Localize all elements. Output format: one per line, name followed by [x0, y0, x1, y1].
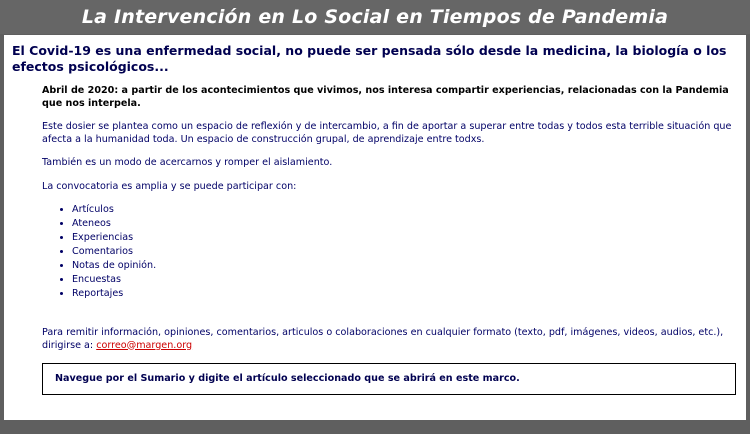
participation-list	[42, 204, 738, 300]
contact-paragraph	[42, 327, 738, 352]
lead-heading: El Covid-19 es una enfermedad social, no puede ser pensada sólo desde la medicina, la biología o los efectos psicológicos...	[12, 43, 727, 74]
paragraph-isolation: También es un modo de acercarnos y romper el aislamiento.	[42, 157, 333, 168]
navigation-note: Navegue por el Sumario y digite el artículo seleccionado que se abrirá en este marco.	[55, 372, 520, 384]
list-item: • Ateneos	[72, 218, 738, 230]
paragraph-dossier: Este dosier se plantea como un espacio de reflexión y de intercambio, a fin de aportar a superar entre todas y todos esta terrible situación que afecta a la humanidad toda. Un espacio de construcción grupal, de aprendizaje entre todxs.	[42, 121, 732, 145]
list-item: • Experiencias	[72, 232, 738, 244]
list-item: • Artículos	[72, 204, 738, 216]
list-item: • Comentarios	[72, 246, 738, 258]
date-intro: Abril de 2020: a partir de los acontecimientos que vivimos, nos interesa compartir experiencias, relacionadas con la Pandemia que nos interpela.	[42, 85, 729, 109]
list-item: • Reportajes	[72, 288, 738, 300]
header-banner	[0, 0, 750, 34]
paragraph-call: La convocatoria es amplia y se puede participar con:	[42, 180, 297, 192]
page-title: La Intervención en Lo Social en Tiempos de Pandemia	[81, 6, 669, 28]
email-link[interactable]: correo@margen.org	[96, 339, 193, 351]
contact-text: Para remitir información, opiniones, comentarios, articulos o colaboraciones en cualquier formato (texto, pdf, imágenes, videos, audios, etc.), dirigirse a:	[42, 327, 724, 351]
article-body	[42, 85, 738, 395]
list-item: • Notas de opinión.	[72, 260, 738, 272]
list-item: • Encuestas	[72, 274, 738, 286]
navigation-note-box	[42, 363, 736, 395]
content-panel	[4, 35, 746, 420]
